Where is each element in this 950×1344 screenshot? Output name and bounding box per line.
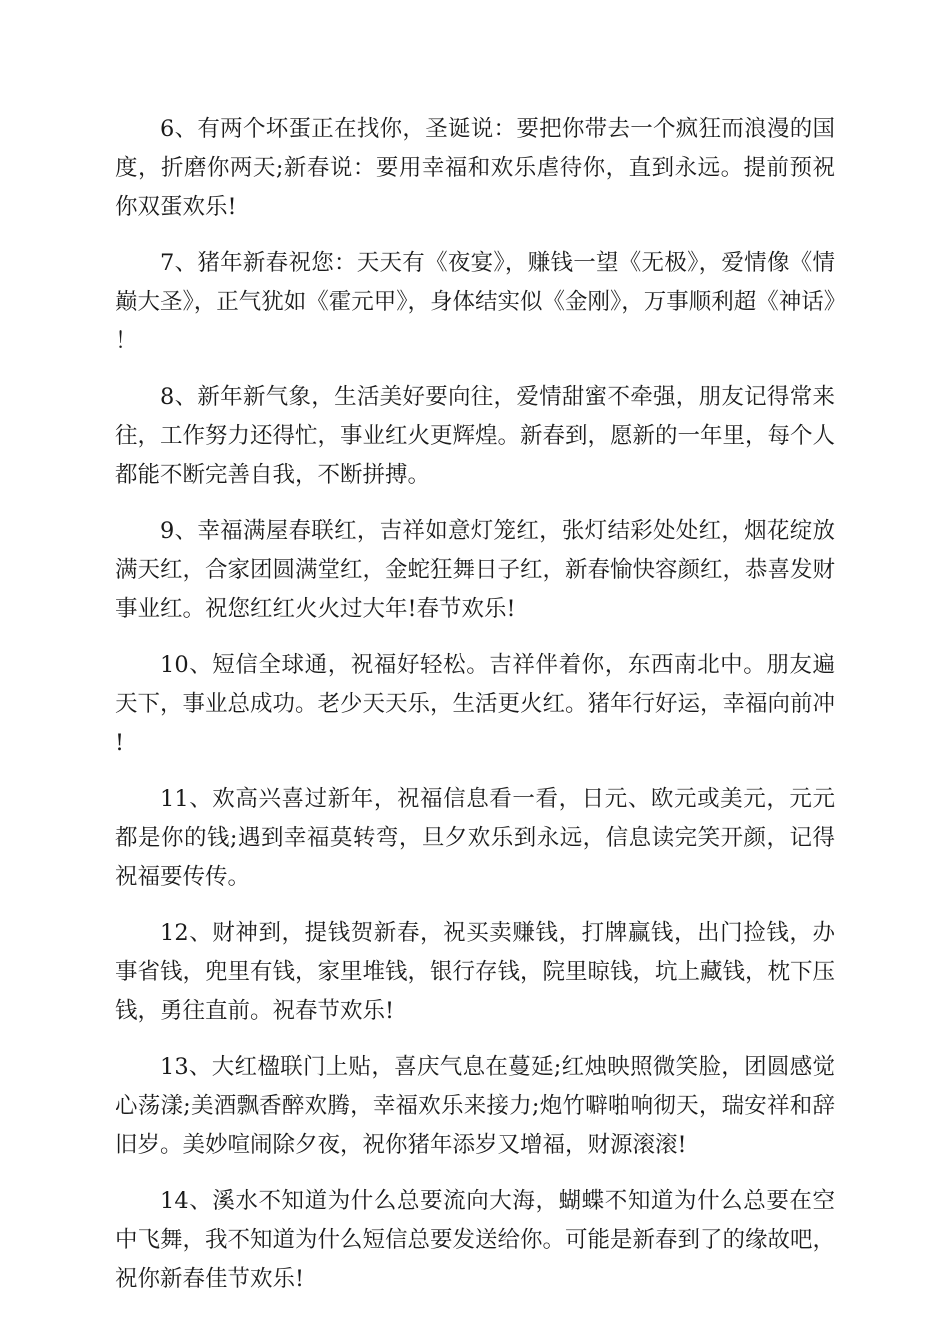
document-body [115, 110, 835, 1316]
paragraph-13: 13、大红楹联门上贴，喜庆气息在蔓延;红烛映照微笑脸，团圆感觉心荡漾;美酒飘香醉欢腾，幸福欢乐来接力;炮竹噼啪响彻天，瑞安祥和辞旧岁。美妙喧闹除夕夜，祝你猪年添岁又增福，财源滚滚! [115, 1054, 835, 1158]
paragraph-6: 6、有两个坏蛋正在找你，圣诞说：要把你带去一个疯狂而浪漫的国度，折磨你两天;新春说：要用幸福和欢乐虐待你，直到永远。提前预祝你双蛋欢乐! [115, 116, 835, 220]
paragraph-9: 9、幸福满屋春联红，吉祥如意灯笼红，张灯结彩处处红，烟花绽放满天红，合家团圆满堂红，金蛇狂舞日子红，新春愉快容颜红，恭喜发财事业红。祝您红红火火过大年!春节欢乐! [115, 518, 836, 622]
paragraph-8: 8、新年新气象，生活美好要向往，爱情甜蜜不牵强，朋友记得常来往，工作努力还得忙，事业红火更辉煌。新春到，愿新的一年里，每个人都能不断完善自我，不断拼搏。 [115, 384, 836, 488]
paragraph-12: 12、财神到，提钱贺新春，祝买卖赚钱，打牌赢钱，出门捡钱，办事省钱，兜里有钱，家里堆钱，银行存钱，院里晾钱，坑上藏钱，枕下压钱，勇往直前。祝春节欢乐! [115, 920, 836, 1024]
paragraph-10: 10、短信全球通，祝福好轻松。吉祥伴着你，东西南北中。朋友遍天下，事业总成功。老少天天乐，生活更火红。猪年行好运，幸福向前冲! [115, 652, 836, 756]
paragraph-11: 11、欢高兴喜过新年，祝福信息看一看，日元、欧元或美元，元元都是你的钱;遇到幸福莫转弯，旦夕欢乐到永远，信息读完笑开颜，记得祝福要传传。 [115, 786, 835, 890]
paragraph-14: 14、溪水不知道为什么总要流向大海，蝴蝶不知道为什么总要在空中飞舞，我不知道为什么短信总要发送给你。可能是新春到了的缘故吧，祝你新春佳节欢乐! [115, 1188, 836, 1292]
paragraph-7: 7、猪年新春祝您：天天有《夜宴》，赚钱一望《无极》，爱情像《情巅大圣》，正气犹如《霍元甲》，身体结实似《金刚》，万事顺利超《神话》！ [115, 250, 836, 354]
